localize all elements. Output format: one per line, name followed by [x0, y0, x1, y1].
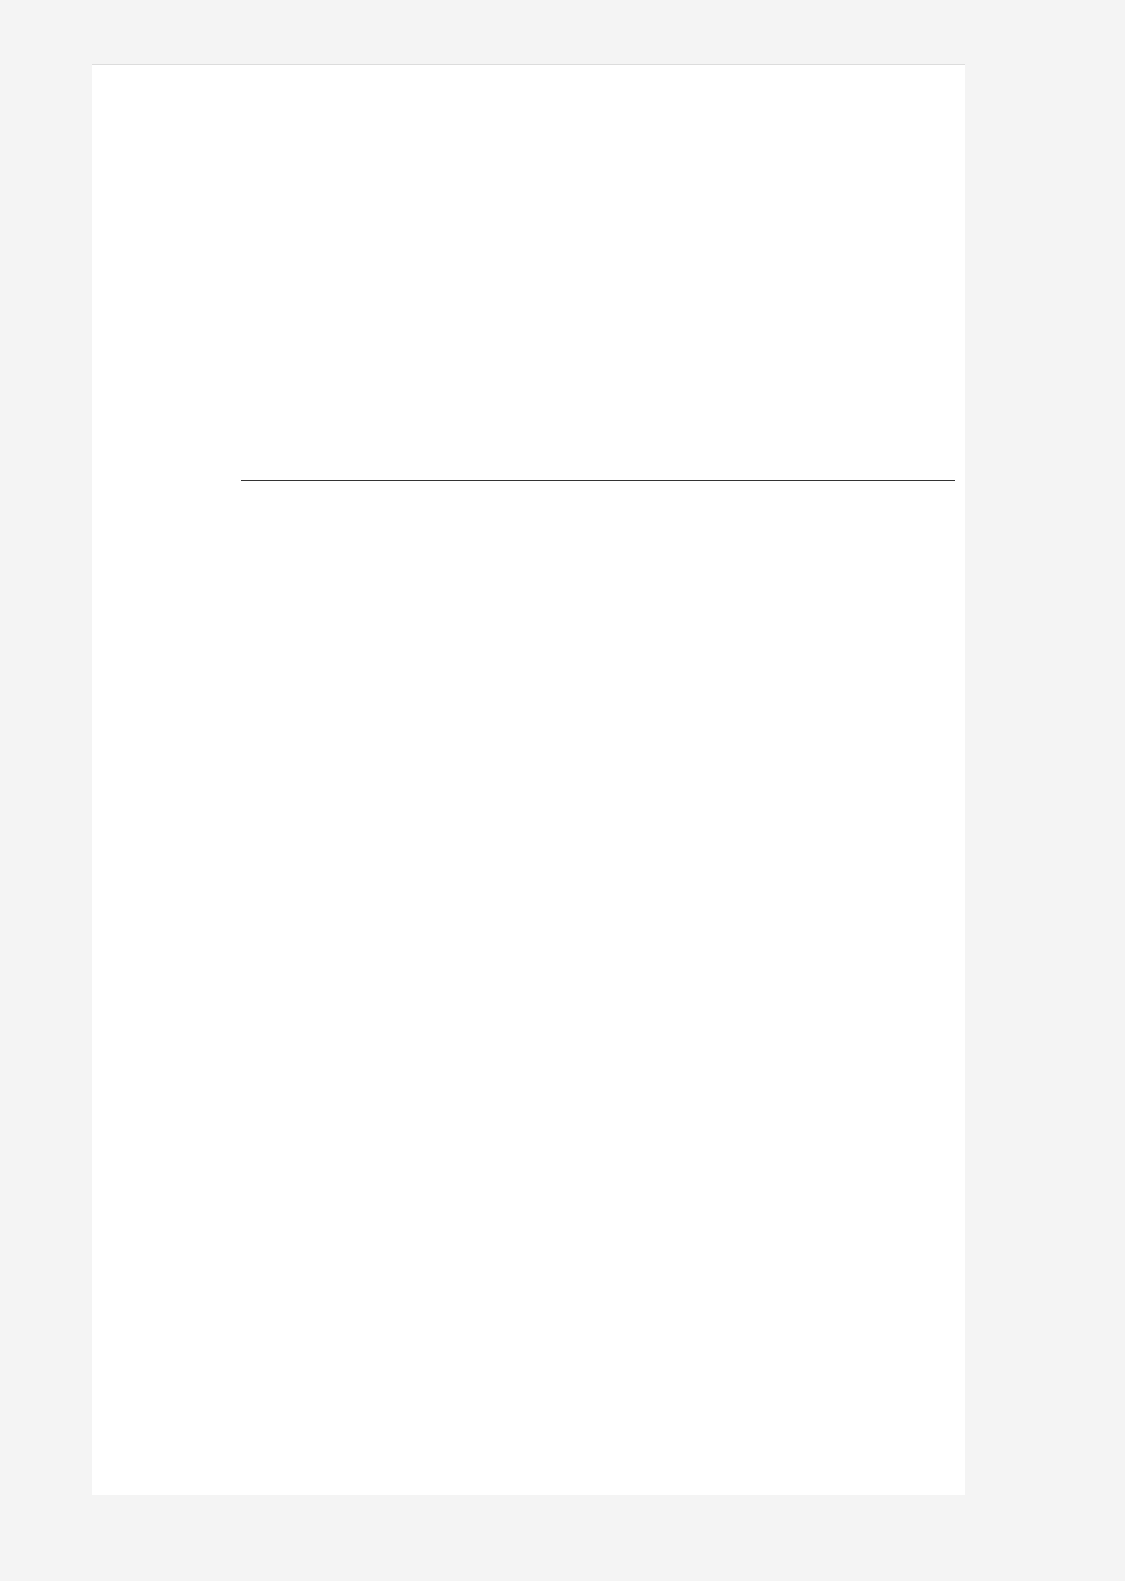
platters-heading [219, 479, 955, 481]
platters-title [241, 479, 955, 481]
platters-section [219, 479, 955, 513]
desserts-section [219, 1337, 955, 1365]
document-page [92, 64, 965, 1495]
